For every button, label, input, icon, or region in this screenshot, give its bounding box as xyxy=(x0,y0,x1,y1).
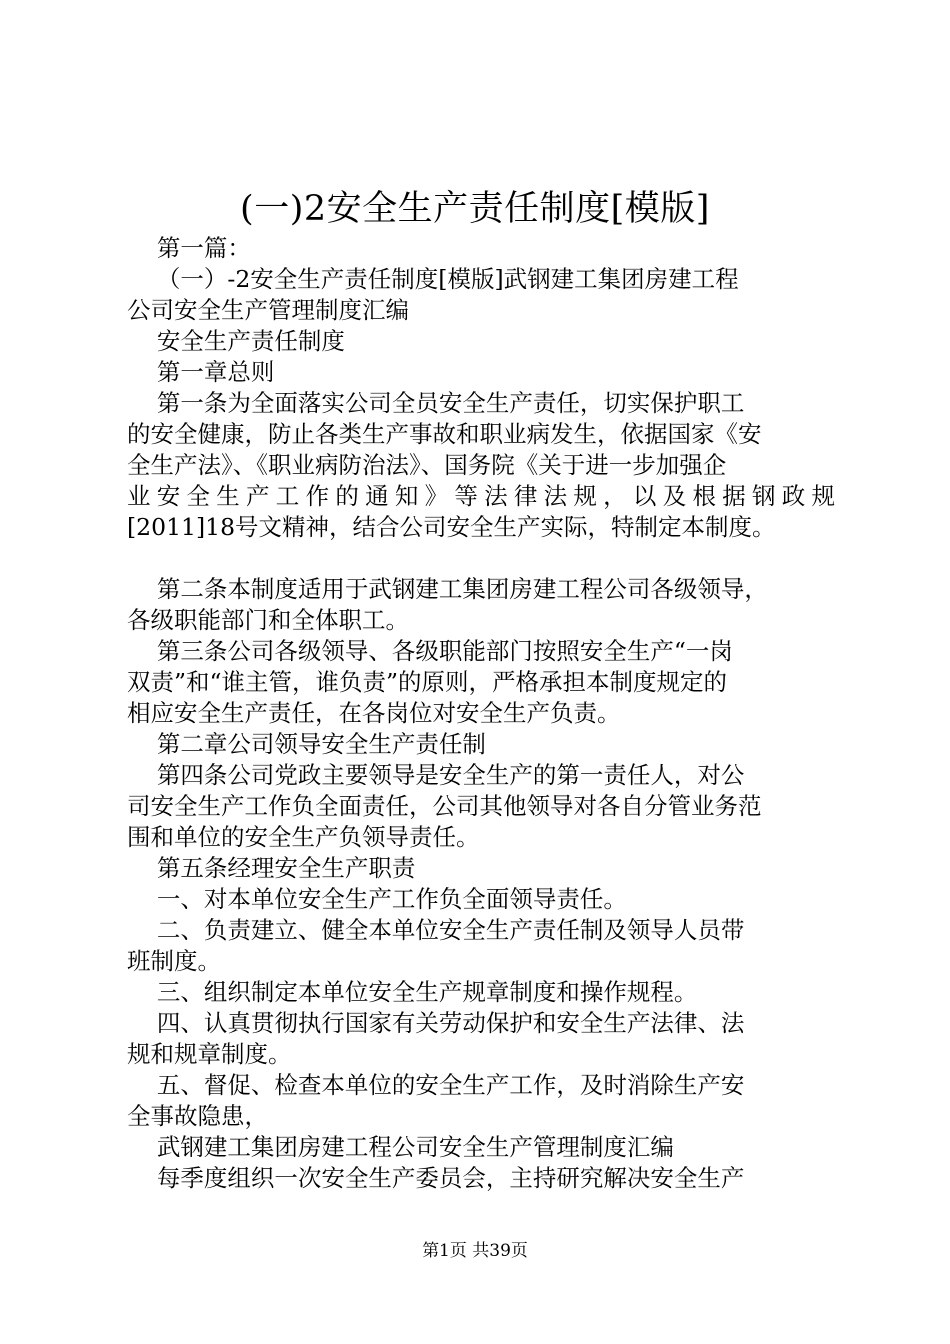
list-item-line: 二、负责建立、健全本单位安全生产责任制及领导人员带 xyxy=(127,916,745,944)
document-body xyxy=(127,233,835,1194)
paragraph-line: 第二条本制度适用于武钢建工集团房建工程公司各级领导， xyxy=(127,575,768,603)
list-item-line: 班制度。 xyxy=(127,947,221,975)
paragraph-line: 各级职能部门和全体职工。 xyxy=(127,606,409,634)
chapter-heading: 第二章公司领导安全生产责任制 xyxy=(127,730,486,758)
blank-line xyxy=(127,543,835,574)
chapter-heading: 第一章总则 xyxy=(127,358,275,386)
paragraph-line: 的安全健康，防止各类生产事故和职业病发生，依据国家《安 xyxy=(127,420,762,448)
paragraph-line: 公司安全生产管理制度汇编 xyxy=(127,296,409,324)
paragraph-line: 相应安全生产责任，在各岗位对安全生产负责。 xyxy=(127,699,621,727)
list-item-line: 四、认真贯彻执行国家有关劳动保护和安全生产法律、法 xyxy=(127,1009,745,1037)
paragraph-line: 第三条公司各级领导、各级职能部门按照安全生产“一岗 xyxy=(127,637,733,665)
list-item-line: 五、督促、检查本单位的安全生产工作，及时消除生产安 xyxy=(127,1071,745,1099)
paragraph-line: 每季度组织一次安全生产委员会，主持研究解决安全生产 xyxy=(127,1164,745,1192)
section-heading: 第一篇： xyxy=(127,234,251,262)
paragraph-line: 全生产法》、《职业病防治法》、国务院《关于进一步加强企 xyxy=(127,451,727,479)
paragraph-line: 业安全生产工作的通知》等法律法规，以及根据钢政规 xyxy=(127,482,835,510)
paragraph-line: 第四条公司党政主要领导是安全生产的第一责任人，对公 xyxy=(127,761,745,789)
article-heading: 第五条经理安全生产职责 xyxy=(127,854,416,882)
paragraph-line: 第一条为全面落实公司全员安全生产责任，切实保护职工 xyxy=(127,389,745,417)
document-title: (一)2安全生产责任制度[模版] xyxy=(240,189,710,229)
page-footer: 第1页 共39页 xyxy=(422,1241,528,1261)
paragraph-line: 围和单位的安全生产负领导责任。 xyxy=(127,823,480,851)
list-item-line: 三、组织制定本单位安全生产规章制度和操作规程。 xyxy=(127,978,698,1006)
list-item-line: 一、对本单位安全生产工作负全面领导责任。 xyxy=(127,885,627,913)
list-item-line: 规和规章制度。 xyxy=(127,1040,292,1068)
list-item-line: 全事故隐患， xyxy=(127,1102,268,1130)
paragraph-line: 双责”和“谁主管，谁负责”的原则，严格承担本制度规定的 xyxy=(127,668,728,696)
paragraph-line: （一）-2安全生产责任制度[模版]武钢建工集团房建工程 xyxy=(127,265,739,293)
paragraph-line: 司安全生产工作负全面责任，公司其他领导对各自分管业务范 xyxy=(127,792,762,820)
section-heading: 武钢建工集团房建工程公司安全生产管理制度汇编 xyxy=(127,1133,674,1161)
section-heading: 安全生产责任制度 xyxy=(127,327,345,355)
paragraph-line: [2011]18号文精神，结合公司安全生产实际，特制定本制度。 xyxy=(127,513,776,541)
